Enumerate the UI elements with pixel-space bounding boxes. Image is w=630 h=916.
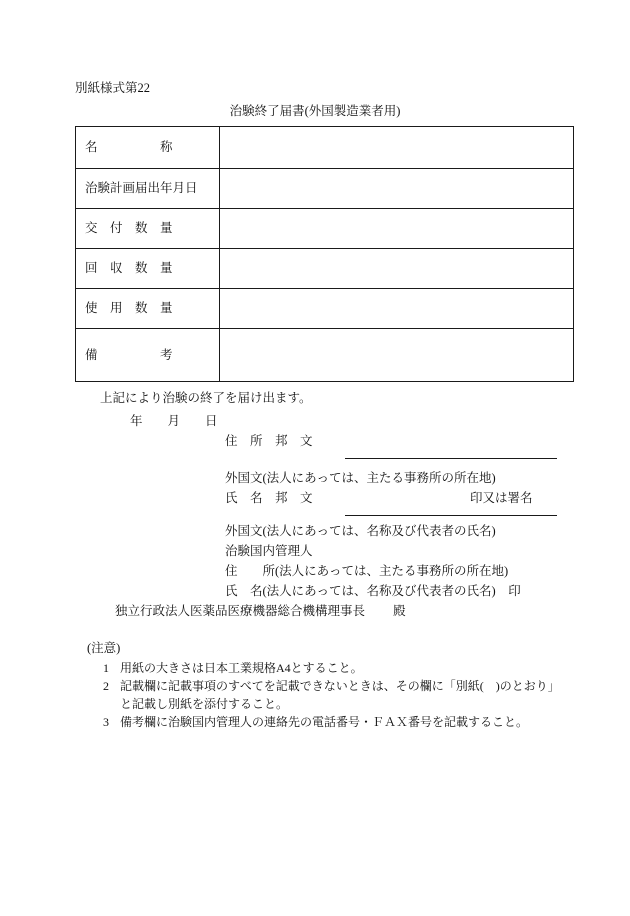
table-row bbox=[76, 329, 574, 382]
row-value-field bbox=[220, 169, 574, 209]
row-label-used-quantity: 使 用 数 量 bbox=[76, 289, 220, 329]
table-row bbox=[76, 289, 574, 329]
foreign-name-note: 外国文(法人にあっては、名称及び代表者の氏名) bbox=[225, 524, 496, 538]
row-label-collected-quantity: 回 収 数 量 bbox=[76, 249, 220, 289]
row-label-delivered-quantity: 交 付 数 量 bbox=[76, 209, 220, 249]
form-table bbox=[75, 126, 574, 382]
table-row bbox=[76, 209, 574, 249]
note-item bbox=[103, 659, 363, 677]
page-title: 治験終了届書(外国製造業者用) bbox=[229, 104, 401, 118]
row-value-field bbox=[220, 289, 574, 329]
row-value-field bbox=[220, 127, 574, 169]
date-line: 年 月 日 bbox=[130, 414, 218, 428]
addressee-line bbox=[115, 603, 406, 620]
domestic-manager-label: 治験国内管理人 bbox=[225, 544, 313, 558]
row-value-field bbox=[220, 329, 574, 382]
note-text: 備考欄に治験国内管理人の連絡先の電話番号・ＦＡＸ番号を記載すること。 bbox=[120, 715, 529, 729]
row-label-remarks: 備 考 bbox=[76, 329, 220, 382]
table-row bbox=[76, 249, 574, 289]
note-number: 2 bbox=[103, 679, 109, 693]
row-value-field bbox=[220, 209, 574, 249]
signature-line bbox=[345, 515, 557, 516]
note-number: 3 bbox=[103, 715, 109, 729]
note-text: 記載欄に記載事項のすべてを記載できないときは、その欄に「別紙( )のとおり」 bbox=[120, 679, 560, 693]
note-item bbox=[103, 677, 560, 713]
table-row bbox=[76, 127, 574, 169]
manager-address-label: 住 所(法人にあっては、主たる事務所の所在地) bbox=[225, 564, 509, 578]
foreign-address-note: 外国文(法人にあっては、主たる事務所の所在地) bbox=[225, 471, 496, 485]
addressee-honorific: 殿 bbox=[393, 604, 406, 618]
seal-or-signature-label: 印又は署名 bbox=[470, 491, 533, 505]
declaration-text: 上記により治験の終了を届け出ます。 bbox=[100, 391, 312, 405]
notes-heading: (注意) bbox=[87, 641, 121, 655]
address-jp-label: 住 所 邦 文 bbox=[225, 434, 313, 448]
note-text: と記載し別紙を添付すること。 bbox=[120, 697, 289, 711]
note-text: 用紙の大きさは日本工業規格A4とすること。 bbox=[120, 661, 363, 675]
form-number: 別紙様式第22 bbox=[75, 81, 151, 95]
name-jp-label: 氏 名 邦 文 bbox=[225, 491, 313, 505]
addressee-name: 独立行政法人医薬品医療機器総合機構理事長 bbox=[115, 604, 366, 618]
manager-name-label: 氏 名(法人にあっては、名称及び代表者の氏名) 印 bbox=[225, 584, 521, 598]
row-label-notification-date: 治験計画届出年月日 bbox=[76, 169, 220, 209]
note-number: 1 bbox=[103, 661, 109, 675]
table-row bbox=[76, 169, 574, 209]
signature-line bbox=[345, 458, 557, 459]
row-label-name: 名 称 bbox=[76, 127, 220, 169]
note-item bbox=[103, 713, 528, 731]
row-value-field bbox=[220, 249, 574, 289]
